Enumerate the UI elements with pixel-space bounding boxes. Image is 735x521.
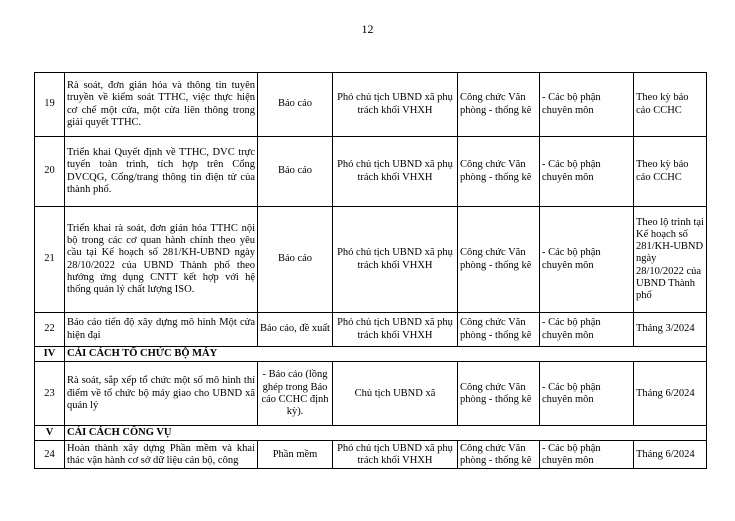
section-number: IV (35, 347, 65, 362)
product-cell: Phần mềm (258, 441, 333, 469)
coordinator-cell (540, 207, 634, 313)
coordinator-text: - Các bộ phận (542, 247, 601, 259)
coordinator-text: - Các bộ phận (542, 92, 601, 104)
executor-cell: Công chức Văn phòng - thống kê (458, 441, 540, 469)
coordinator-text-2: chuyên môn (542, 454, 594, 466)
table-row (35, 73, 707, 137)
table-row (35, 207, 707, 313)
coordinator-cell (540, 441, 634, 469)
executor-cell: Công chức Văn phòng - thống kê (458, 73, 540, 137)
executor-cell: Công chức Văn phòng - thống kê (458, 362, 540, 426)
executor-cell: Công chức Văn phòng - thống kê (458, 137, 540, 207)
coordinator-text-2: chuyên môn (542, 171, 594, 183)
timeline-cell: Tháng 6/2024 (634, 362, 707, 426)
page-number: 12 (361, 22, 374, 36)
section-header-row (35, 347, 707, 362)
task-description: Rà soát, sắp xếp tổ chức một số mô hình thí điểm về tổ chức bộ máy giao cho UBND xã quản lý (65, 362, 258, 426)
product-cell: Báo cáo (258, 73, 333, 137)
table-row (35, 362, 707, 426)
lead-cell: Phó chủ tịch UBND xã phụ trách khối VHXH (333, 73, 458, 137)
coordinator-cell (540, 362, 634, 426)
timeline-cell: Tháng 6/2024 (634, 441, 707, 469)
row-number: 21 (35, 207, 65, 313)
coordinator-text-2: chuyên môn (542, 259, 594, 271)
product-cell: Báo cáo (258, 137, 333, 207)
section-number: V (35, 426, 65, 441)
table-row (35, 137, 707, 207)
timeline-cell: Theo kỳ báo cáo CCHC (634, 137, 707, 207)
executor-cell: Công chức Văn phòng - thống kê (458, 313, 540, 347)
coordinator-text-2: chuyên môn (542, 104, 594, 116)
lead-cell: Phó chủ tịch UBND xã phụ trách khối VHXH (333, 441, 458, 469)
coordinator-text-2: chuyên môn (542, 329, 594, 341)
task-description: Triển khai Quyết định về TTHC, DVC trực tuyến toàn trình, tích hợp trên Cổng DVCQG, Cổng/trang thông tin điện tử của thành phố. (65, 137, 258, 207)
coordinator-text: - Các bộ phận (542, 381, 601, 393)
section-title: CẢI CÁCH TỔ CHỨC BỘ MÁY (65, 347, 707, 362)
coordinator-text: - Các bộ phận (542, 442, 601, 454)
section-header-row (35, 426, 707, 441)
coordinator-text: - Các bộ phận (542, 159, 601, 171)
timeline-cell: Theo lộ trình tại Kế hoạch số 281/KH-UBND ngày 28/10/2022 của UBND Thành phố (634, 207, 707, 313)
timeline-cell: Theo kỳ báo cáo CCHC (634, 73, 707, 137)
row-number: 24 (35, 441, 65, 469)
row-number: 20 (35, 137, 65, 207)
executor-cell: Công chức Văn phòng - thống kê (458, 207, 540, 313)
product-cell: - Báo cáo (lồng ghép trong Báo cáo CCHC định kỳ). (258, 362, 333, 426)
product-cell: Báo cáo, đề xuất (258, 313, 333, 347)
table-row (35, 313, 707, 347)
coordinator-text-2: chuyên môn (542, 393, 594, 405)
task-description: Triển khai rà soát, đơn giản hóa TTHC nội bộ trong các cơ quan hành chính theo yêu cầu tại Kế hoạch số 281/KH-UBND ngày 28/10/2022 của UBND Thành phố theo hướng ứng dụng CNTT kết hợp với hệ thống quản lý chất lượng ISO. (65, 207, 258, 313)
lead-cell: Chủ tịch UBND xã (333, 362, 458, 426)
coordinator-cell (540, 137, 634, 207)
coordinator-cell (540, 73, 634, 137)
product-cell: Báo cáo (258, 207, 333, 313)
row-number: 22 (35, 313, 65, 347)
section-title: CẢI CÁCH CÔNG VỤ (65, 426, 707, 441)
row-number: 19 (35, 73, 65, 137)
task-description: Hoàn thành xây dựng Phần mềm và khai thác vận hành cơ sở dữ liệu cán bộ, công (65, 441, 258, 469)
coordinator-line (542, 92, 631, 104)
table-row (35, 441, 707, 469)
task-description: Báo cáo tiến độ xây dựng mô hình Một cửa hiện đại (65, 313, 258, 347)
timeline-cell: Tháng 3/2024 (634, 313, 707, 347)
lead-cell: Phó chủ tịch UBND xã phụ trách khối VHXH (333, 137, 458, 207)
task-description: Rà soát, đơn giản hóa và thông tin tuyên truyền về kiểm soát TTHC, việc thực hiện cơ chế một cửa, một cửa liên thông trong giải quyết TTHC. (65, 73, 258, 137)
coordinator-text: - Các bộ phận (542, 317, 601, 329)
lead-cell: Phó chủ tịch UBND xã phụ trách khối VHXH (333, 207, 458, 313)
row-number: 23 (35, 362, 65, 426)
coordinator-cell (540, 313, 634, 347)
lead-cell: Phó chủ tịch UBND xã phụ trách khối VHXH (333, 313, 458, 347)
plan-table (34, 72, 707, 469)
